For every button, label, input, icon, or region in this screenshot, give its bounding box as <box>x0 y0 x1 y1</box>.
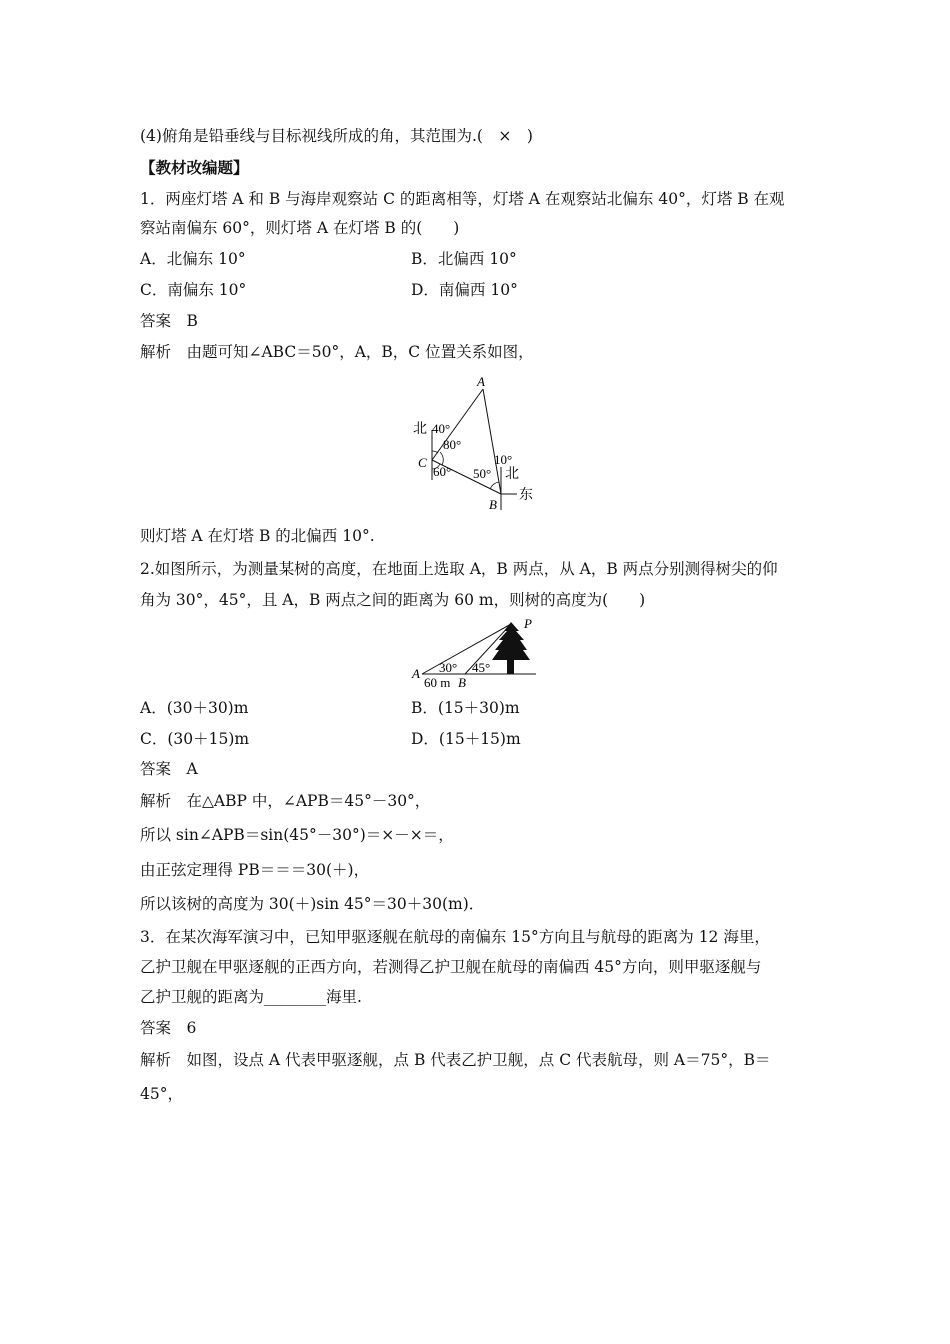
q2-text-1: 2.如图所示，为测量某树的高度，在地面上选取 A，B 两点，从 A，B 两点分别测得树尖的仰 <box>140 560 778 578</box>
fig1-angle-80: 80° <box>443 437 462 452</box>
q1-text-1: 1．两座灯塔 A 和 B 与海岸观察站 C 的距离相等，灯塔 A 在观察站北偏东 40°，灯塔 B 在观 <box>140 190 785 208</box>
fig1-angle-50: 50° <box>473 466 492 481</box>
fig2-label-a: A <box>412 666 420 681</box>
statement-4: (4)俯角是铅垂线与目标视线所成的角，其范围为.( × ) <box>140 127 533 145</box>
fig1-label-a: A <box>477 374 485 389</box>
q3-text-3: 乙护卫舰的距离为________海里. <box>140 988 362 1006</box>
q3-analysis-1: 解析 如图，设点 A 代表甲驱逐舰，点 B 代表乙护卫舰，点 C 代表航母，则 A＝75°，B＝ <box>140 1051 771 1069</box>
q2-analysis-1: 解析 在△ABP 中，∠APB＝45°－30°， <box>140 792 431 810</box>
fig1-angle-40: 40° <box>432 421 451 436</box>
q2-answer: 答案 A <box>140 760 198 778</box>
fig1-label-north-b: 北 <box>505 467 519 482</box>
q1-option-b: B．北偏西 10° <box>411 250 517 268</box>
q3-text-1: 3．在某次海军演习中，已知甲驱逐舰在航母的南偏东 15°方向且与航母的距离为 12 海里， <box>140 928 770 946</box>
q1-option-d: D．南偏西 10° <box>411 281 518 299</box>
fig1-label-c: C <box>418 455 427 470</box>
fig2-label-p: P <box>524 616 532 631</box>
q2-text-2: 角为 30°，45°，且 A，B 两点之间的距离为 60 m，则树的高度为( ) <box>140 591 646 609</box>
q2-option-b: B．(15＋30)m <box>411 699 520 717</box>
q3-text-2: 乙护卫舰在甲驱逐舰的正西方向，若测得乙护卫舰在航母的南偏西 45°方向，则甲驱逐舰与 <box>140 958 762 976</box>
q1-analysis: 解析 由题可知∠ABC＝50°，A，B，C 位置关系如图， <box>140 343 534 361</box>
q1-option-a: A．北偏东 10° <box>140 250 246 268</box>
q3-analysis-2: 45°， <box>140 1085 183 1103</box>
q1-conclusion: 则灯塔 A 在灯塔 B 的北偏西 10°. <box>140 527 375 545</box>
fig2-label-b: B <box>458 675 466 690</box>
q3-answer: 答案 6 <box>140 1019 197 1037</box>
fig1-label-b: B <box>489 497 497 512</box>
q1-text-2: 察站南偏东 60°，则灯塔 A 在灯塔 B 的( ) <box>140 219 460 237</box>
fig1-angle-60: 60° <box>433 464 452 479</box>
q2-analysis-4: 所以该树的高度为 30(＋)sin 45°＝30＋30(m)． <box>140 895 485 913</box>
fig1-label-north-c: 北 <box>413 422 427 437</box>
fig2-distance: 60 m <box>424 675 451 690</box>
tree-figure <box>408 614 540 690</box>
q2-analysis-3: 由正弦定理得 PB＝＝＝30(＋)， <box>140 861 370 879</box>
fig1-label-east: 东 <box>519 488 533 503</box>
q2-analysis-2: 所以 sin∠APB＝sin(45°－30°)＝×－×＝， <box>140 826 454 844</box>
lighthouse-figure <box>405 372 545 514</box>
fig2-angle-30: 30° <box>439 660 458 675</box>
fig2-angle-45: 45° <box>472 660 491 675</box>
section-heading: 【教材改编题】 <box>140 158 249 177</box>
q1-option-c: C．南偏东 10° <box>140 281 247 299</box>
q1-answer: 答案 B <box>140 312 198 330</box>
q2-option-d: D．(15＋15)m <box>411 730 521 748</box>
fig1-angle-10: 10° <box>494 452 513 467</box>
q2-option-c: C．(30＋15)m <box>140 730 250 748</box>
q2-option-a: A．(30＋30)m <box>140 699 249 717</box>
